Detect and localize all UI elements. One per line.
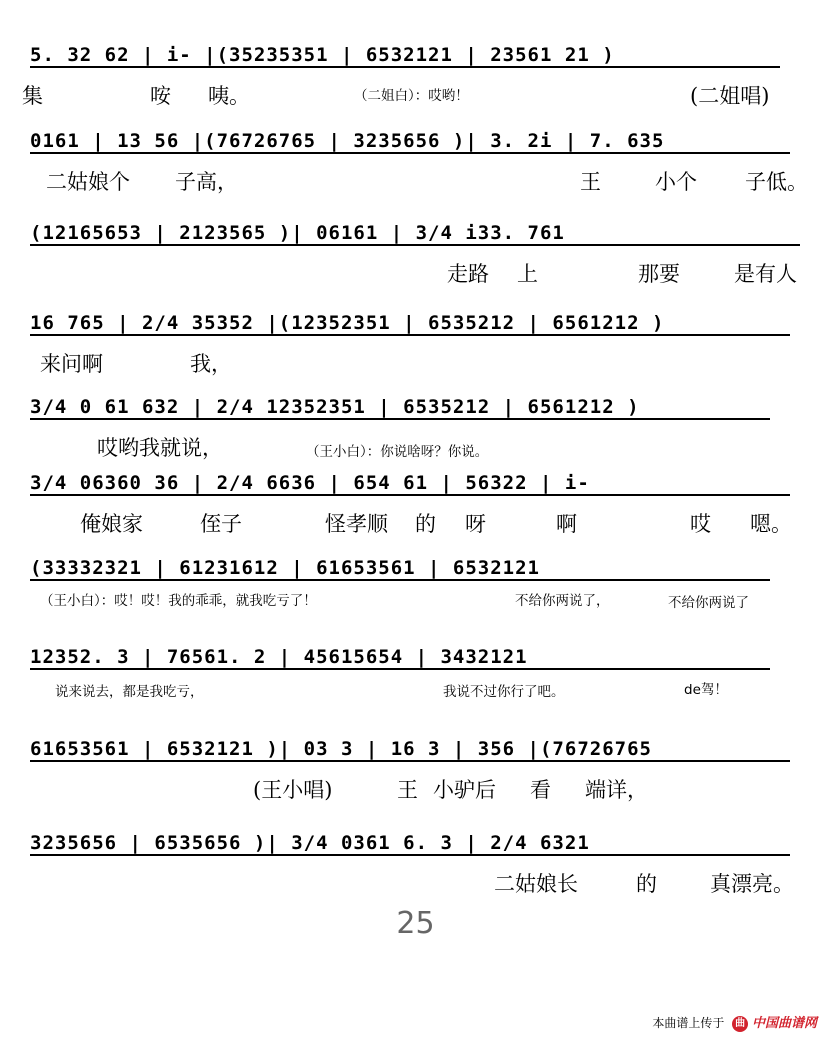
lyric-text: 的 [636,872,657,896]
spoken-line: 我说不过你行了吧。 [443,684,565,700]
notation-line: 0161 | 13 56 |(76726765 | 3235656 )| 3. 2i | 7. 635 [30,130,665,152]
lyric-text: 侄子 [200,512,242,536]
underline-beam [30,418,770,420]
lyric-text: 哎 [690,512,711,536]
spoken-line: 说来说去，都是我吃亏， [55,684,204,700]
lyric-text: 看 [530,778,551,802]
lyric-text: 走路 [447,262,489,286]
lyric-text: 集 [22,84,43,108]
lyric-text: 呀 [465,512,486,536]
spoken-line: （王小白）：哎！哎！我的乖乖，就我吃亏了！ [40,593,317,609]
lyric-text: 咦。 [208,84,250,108]
lyric-text: 嗯。 [750,512,792,536]
lyric-text: 是有人 [734,262,797,286]
lyric-text: 怪孝顺 [325,512,388,536]
spoken-line: de驾！ [684,682,728,698]
site-footer [652,1012,817,1032]
lyric-text: 上 [517,262,538,286]
lyric-text: 来问啊 [40,352,103,376]
notation-line: (12165653 | 2123565 )| 06161 | 3/4 i33. 761 [30,222,565,244]
spoken-line: 不给你两说了， [515,593,610,609]
notation-line: 12352. 3 | 76561. 2 | 45615654 | 3432121 [30,646,528,668]
lyric-text: 二姑娘个 [46,170,130,194]
footer-site-name: 中国曲谱网 [751,1016,817,1031]
underline-beam [30,66,780,68]
spoken-line: 不给你两说了 [668,595,749,611]
lyric-text: 哎哟我就说， [97,436,223,460]
notation-line: 16 765 | 2/4 35352 |(12352351 | 6535212 | 6561212 ) [30,312,665,334]
lyric-text: 小个 [655,170,697,194]
qupu-logo-icon: 曲 [732,1016,748,1032]
notation-line: 3/4 0 61 632 | 2/4 12352351 | 6535212 | 6561212 ) [30,396,640,418]
underline-beam [30,760,790,762]
notation-line: (33332321 | 61231612 | 61653561 | 6532121 [30,557,540,579]
lyric-text: 小驴后 [433,778,496,802]
underline-beam [30,494,790,496]
lyric-text: 俺娘家 [80,512,143,536]
notation-line: 3/4 06360 36 | 2/4 6636 | 654 61 | 56322 | i- [30,472,590,494]
notation-line: 3235656 | 6535656 )| 3/4 0361 6. 3 | 2/4 6321 [30,832,590,854]
lyric-text: 的 [415,512,436,536]
lyric-text: 那要 [638,262,680,286]
lyric-text: 啊 [556,512,577,536]
lyric-text: 子高， [175,170,238,194]
footer-uploaded-text: 本曲谱上传于 [652,1016,725,1030]
underline-beam [30,244,800,246]
lyric-text: 我， [190,352,232,376]
lyric-text: 子低。 [745,170,808,194]
underline-beam [30,668,770,670]
spoken-line: （王小白）：你说啥呀？你说。 [306,444,489,460]
page-number: 25 [396,906,435,941]
lyric-text: 王 [580,170,601,194]
underline-beam [30,854,790,856]
notation-line: 61653561 | 6532121 )| 03 3 | 16 3 | 356 |(76726765 [30,738,652,760]
lyric-text: 端详， [585,778,648,802]
lyric-text: (王小唱) [253,778,333,802]
lyric-text: 王 [397,778,418,802]
underline-beam [30,579,770,581]
notation-line: 5. 32 62 | i- |(35235351 | 6532121 | 23561 21 ) [30,44,615,66]
lyric-text: 真漂亮。 [710,872,794,896]
lyric-text: 咹 [150,84,171,108]
underline-beam [30,334,790,336]
underline-beam [30,152,790,154]
spoken-line: （二姐白）：哎哟！ [354,88,469,104]
lyric-text: (二姐唱) [690,84,770,108]
lyric-text: 二姑娘长 [494,872,578,896]
